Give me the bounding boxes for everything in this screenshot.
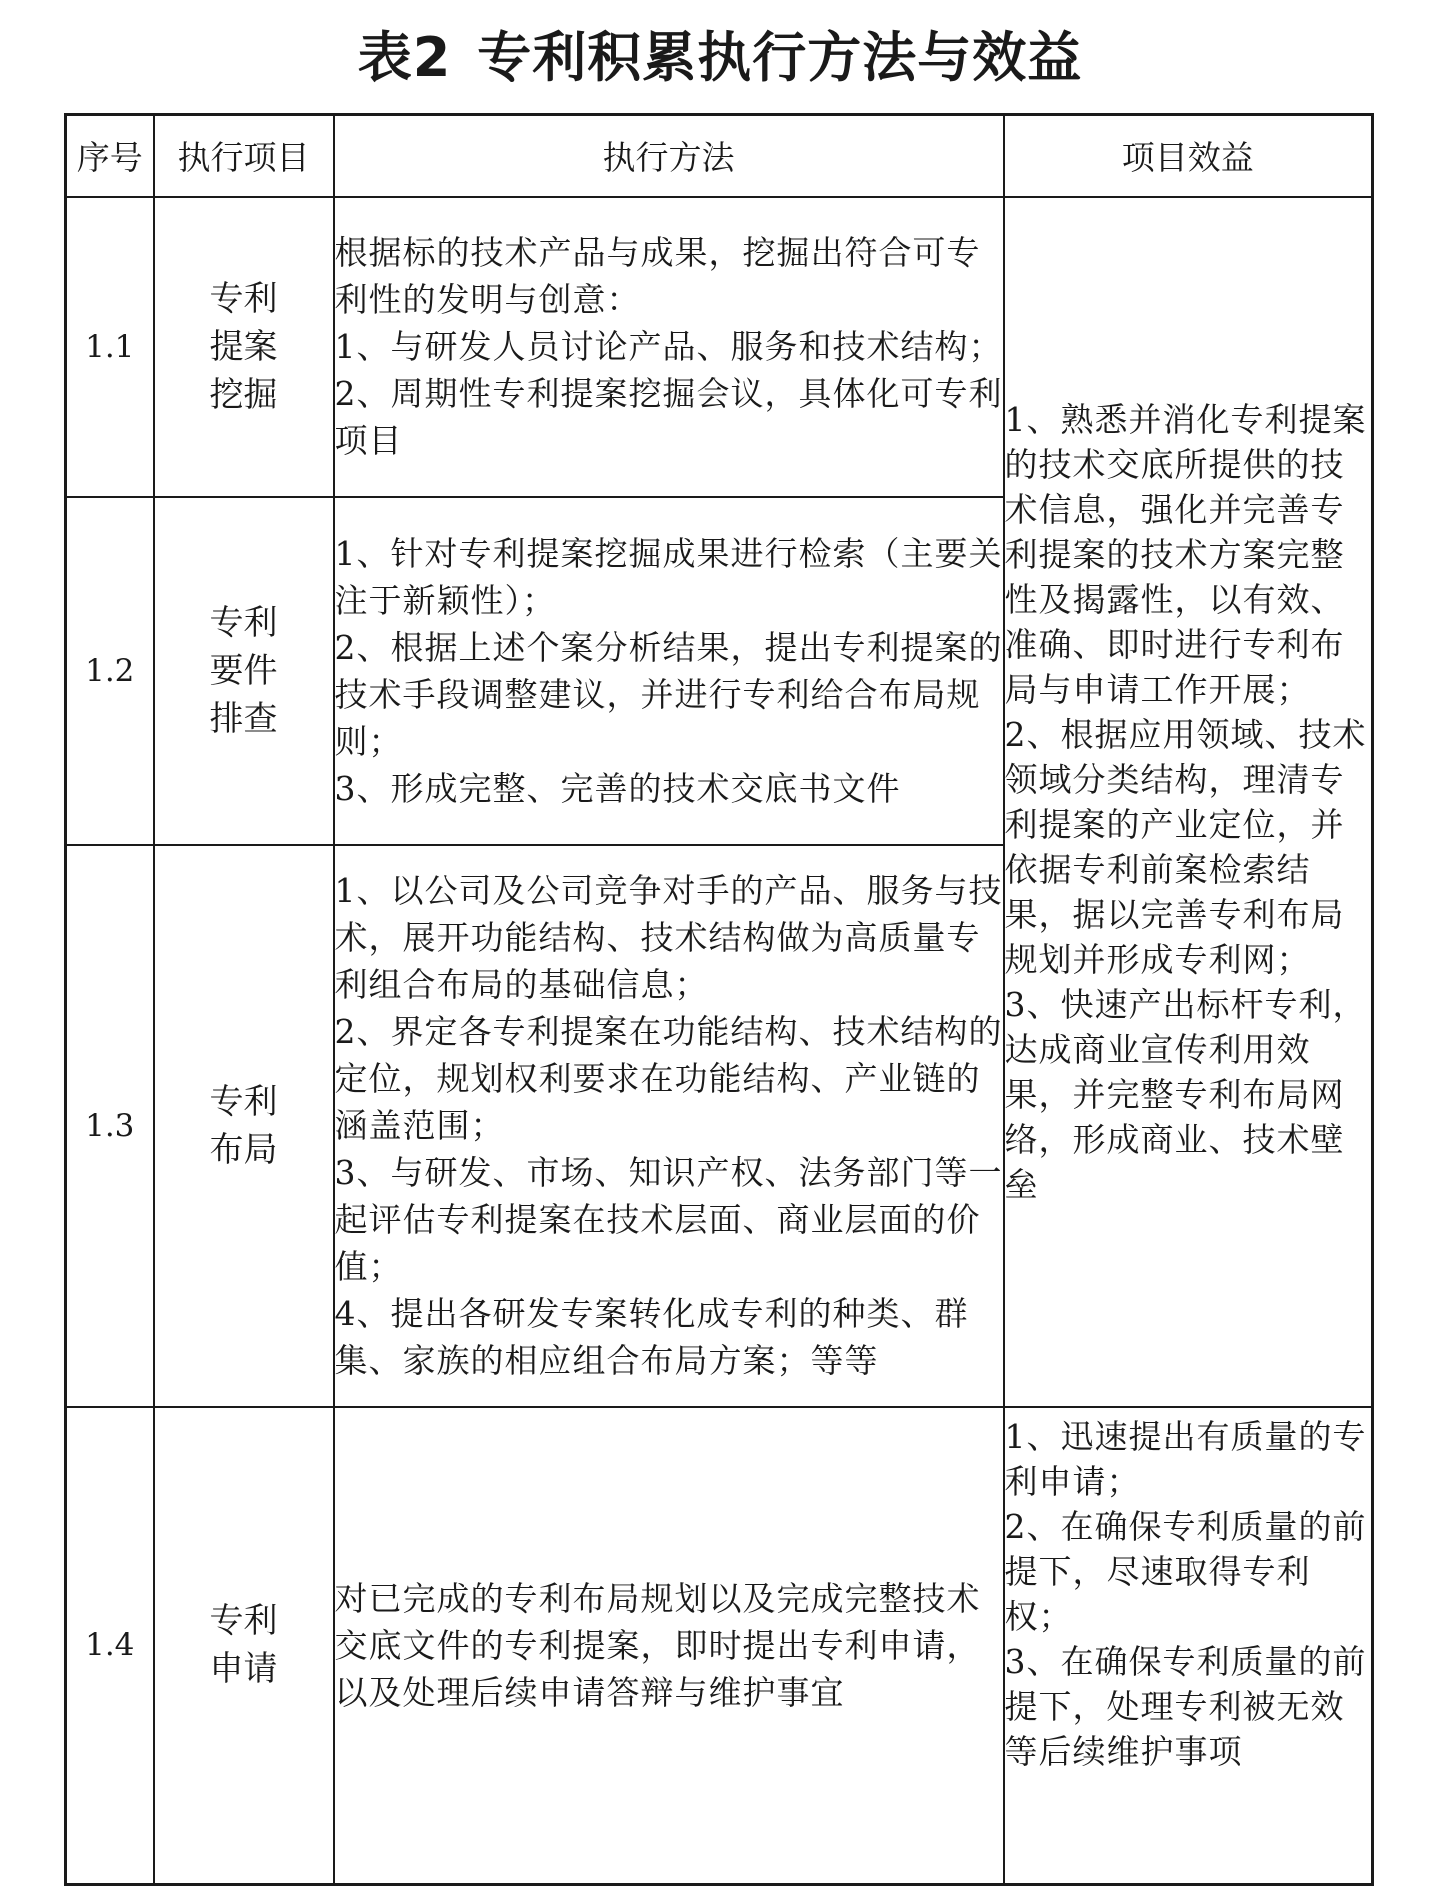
row-method (334, 845, 1004, 1407)
row-number: 1.1 (66, 197, 154, 497)
row-number: 1.2 (66, 497, 154, 845)
item-line: 专利 (209, 1601, 278, 1642)
item-line: 专利 (209, 602, 278, 643)
row-item (154, 1407, 334, 1885)
row-item (154, 197, 334, 497)
row-benefit-1-3 (1004, 197, 1373, 1407)
item-line: 专利 (209, 278, 278, 319)
row-method (334, 1407, 1004, 1885)
benefit-paragraph: 3、快速产出标杆专利，达成商业宣传利用效果，并完整专利布局网络，形成商业、技术壁垒 (1004, 984, 1367, 1204)
header-item: 执行项目 (154, 115, 334, 197)
method-paragraph: 4、提出各研发专案转化成专利的种类、群集、家族的相应组合布局方案；等等 (334, 1294, 969, 1380)
row-number: 1.3 (66, 845, 154, 1407)
header-benefit: 项目效益 (1004, 115, 1373, 197)
row-benefit-1-4 (1004, 1407, 1373, 1885)
row-method (334, 497, 1004, 845)
method-paragraph: 2、根据上述个案分析结果，提出专利提案的技术手段调整建议，并进行专利给合布局规则； (334, 627, 1003, 761)
patent-table (64, 113, 1374, 1886)
method-paragraph: 1、针对专利提案挖掘成果进行检索（主要关注于新颖性）； (334, 533, 1003, 620)
item-line: 要件 (209, 650, 278, 691)
benefit-paragraph: 2、在确保专利质量的前提下，尽速取得专利权； (1004, 1506, 1367, 1636)
method-paragraph: 1、与研发人员讨论产品、服务和技术结构； (334, 327, 1003, 366)
table-row (66, 1407, 1373, 1885)
header-method: 执行方法 (334, 115, 1004, 197)
table-title-text: 专利积累执行方法与效益 (477, 26, 1083, 89)
row-item (154, 845, 334, 1407)
item-line: 专利 (209, 1081, 278, 1122)
row-method (334, 197, 1004, 497)
item-line: 提案 (209, 326, 278, 367)
method-paragraph: 1、以公司及公司竞争对手的产品、服务与技术，展开功能结构、技术结构做为高质量专利组合布局的基础信息； (334, 871, 1003, 1004)
item-line: 排查 (209, 698, 278, 739)
table-title (0, 22, 1440, 94)
item-line: 挖掘 (209, 374, 278, 415)
method-paragraph: 对已完成的专利布局规划以及完成完整技术交底文件的专利提案，即时提出专利申请，以及处理后续申请答辩与维护事宜 (334, 1578, 981, 1712)
table-number: 表2 (357, 26, 452, 89)
header-row (66, 115, 1373, 197)
benefit-paragraph: 1、迅速提出有质量的专利申请； (1004, 1416, 1367, 1501)
benefit-paragraph: 2、根据应用领域、技术领域分类结构，理清专利提案的产业定位，并依据专利前案检索结果，据以完善专利布局规划并形成专利网； (1004, 714, 1367, 979)
row-item (154, 497, 334, 845)
method-paragraph: 3、与研发、市场、知识产权、法务部门等一起评估专利提案在技术层面、商业层面的价值； (334, 1153, 1003, 1286)
benefit-paragraph: 3、在确保专利质量的前提下，处理专利被无效等后续维护事项 (1004, 1641, 1367, 1771)
method-paragraph: 根据标的技术产品与成果，挖掘出符合可专利性的发明与创意： (334, 233, 981, 319)
method-paragraph: 3、形成完整、完善的技术交底书文件 (334, 768, 901, 808)
method-paragraph: 2、界定各专利提案在功能结构、技术结构的定位，规划权利要求在功能结构、产业链的涵盖范围； (334, 1012, 1003, 1145)
method-paragraph: 2、周期性专利提案挖掘会议，具体化可专利项目 (334, 374, 1003, 460)
item-line: 申请 (209, 1649, 278, 1690)
header-no: 序号 (66, 115, 154, 197)
row-number: 1.4 (66, 1407, 154, 1885)
item-line: 布局 (209, 1129, 278, 1170)
benefit-paragraph: 1、熟悉并消化专利提案的技术交底所提供的技术信息，强化并完善专利提案的技术方案完整性及揭露性，以有效、准确、即时进行专利布局与申请工作开展； (1004, 399, 1367, 709)
table-row (66, 197, 1373, 497)
